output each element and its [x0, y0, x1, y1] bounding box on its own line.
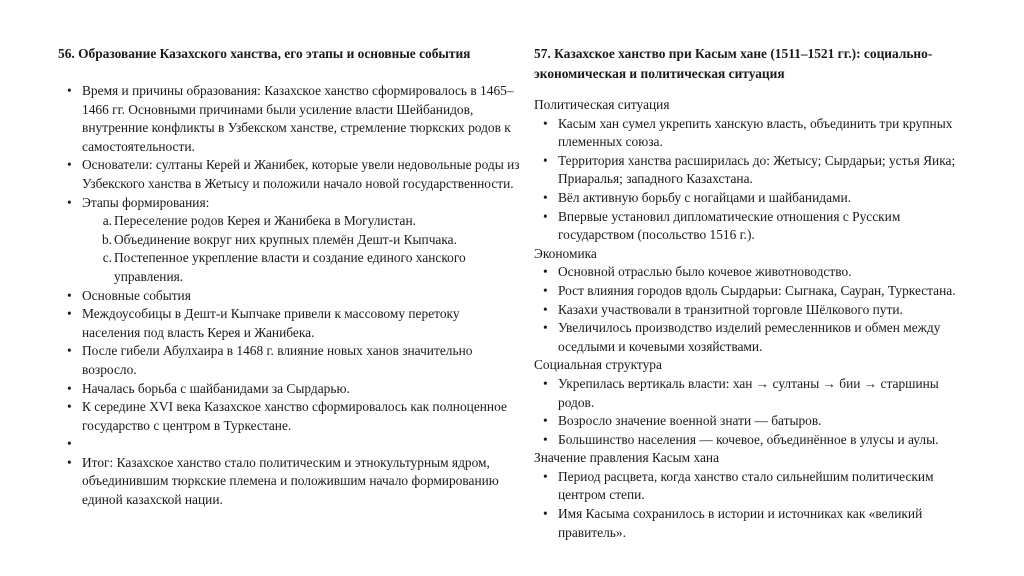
empty-list-item: [58, 435, 520, 454]
list-item: • Касым хан сумел укрепить ханскую власть, объединить три крупных племенных союза.: [534, 115, 974, 152]
economy-list: [534, 263, 974, 356]
list-item: • К середине XVI века Казахское ханство сформировалось как полноценное государство с центром в Туркестане.: [58, 398, 520, 435]
list-item: • После гибели Абулхаира в 1468 г. влияние новых ханов значительно возросло.: [58, 342, 520, 379]
section-title-56: 56. Образование Казахского ханства, его этапы и основные события: [58, 46, 471, 61]
list-item: • Период расцвета, когда ханство стало сильнейшим политическим центром степи.: [534, 468, 974, 505]
conclusion-item: • Итог: Казахское ханство стало политическим и этнокультурным ядром, объединившим тюркские племена и положившим начало формированию единой казахской нации.: [58, 454, 520, 510]
list-item: • Впервые установил дипломатические отношения с Русским государством (посольство 1516 г.).: [534, 208, 974, 245]
list-item: • Основные события: [58, 287, 520, 306]
list-item: • Возросло значение военной знати — батыров.: [534, 412, 974, 431]
left-column: [58, 44, 520, 510]
stage-item: a. Переселение родов Керея и Жанибека в Могулистан.: [102, 213, 417, 229]
section-title-57: 57. Казахское ханство при Касым хане (1511–1521 гг.): социально-экономическая и политическая ситуация: [534, 46, 933, 81]
list-item: • Большинство населения — кочевое, объединённое в улусы и аулы.: [534, 431, 974, 450]
list-item: • Основной отраслью было кочевое животноводство.: [534, 263, 974, 282]
stage-item: c. Постепенное укрепление власти и создание единого ханского управления.: [102, 250, 466, 284]
section-heading-economy: Экономика: [534, 245, 597, 261]
list-item: • Началась борьба с шайбанидами за Сырдарью.: [58, 380, 520, 399]
list-item: • Вёл активную борьбу с ногайцами и шайбанидами.: [534, 189, 974, 208]
list-item: • Междоусобицы в Дешт-и Кыпчаке привели к массовому перетоку населения под власть Керея и Жанибека.: [58, 305, 520, 342]
section-heading-politics: Политическая ситуация: [534, 97, 670, 112]
politics-list: [534, 115, 974, 245]
list-item: • Время и причины образования: Казахское ханство сформировалось в 1465–1466 гг. Основными причинами были усиление власти Шейбанидов, внутренние конфликты в Узбекском ханстве, стремление тюркских родов к самостоятельности.: [58, 82, 520, 156]
list-item: • Увеличилось производство изделий ремесленников и обмен между оседлыми и кочевыми хозяйствами.: [534, 319, 974, 356]
list-item: • Основатели: султаны Керей и Жанибек, которые увели недовольные роды из Узбекского ханства в Жетысу и положили начало новой государственности.: [58, 156, 520, 193]
significance-list: [534, 468, 974, 542]
stage-item: b. Объединение вокруг них крупных племён Дешт-и Кыпчака.: [101, 231, 457, 247]
list-item: • Имя Касыма сохранилось в истории и источниках как «великий правитель».: [534, 505, 974, 542]
list-item-stages: [58, 194, 520, 287]
social-list: [534, 375, 974, 449]
formation-list: [58, 82, 520, 510]
stages-label: Этапы формирования:: [82, 194, 210, 210]
list-item: • Казахи участвовали в транзитной торговле Шёлкового пути.: [534, 301, 974, 320]
list-item: • Рост влияния городов вдоль Сырдарьи: Сыгнака, Сауран, Туркестана.: [534, 282, 974, 301]
section-heading-social: Социальная структура: [534, 357, 662, 373]
list-item: • Укрепилась вертикаль власти: хан → султаны → бии → старшины родов.: [534, 375, 974, 412]
right-column: [534, 44, 974, 542]
stages-list: [82, 212, 520, 286]
section-heading-significance: Значение правления Касым хана: [534, 450, 720, 466]
list-item: • Территория ханства расширилась до: Жетысу; Сырдарьи; устья Яика; Приаралья; западного Казахстана.: [534, 152, 974, 189]
